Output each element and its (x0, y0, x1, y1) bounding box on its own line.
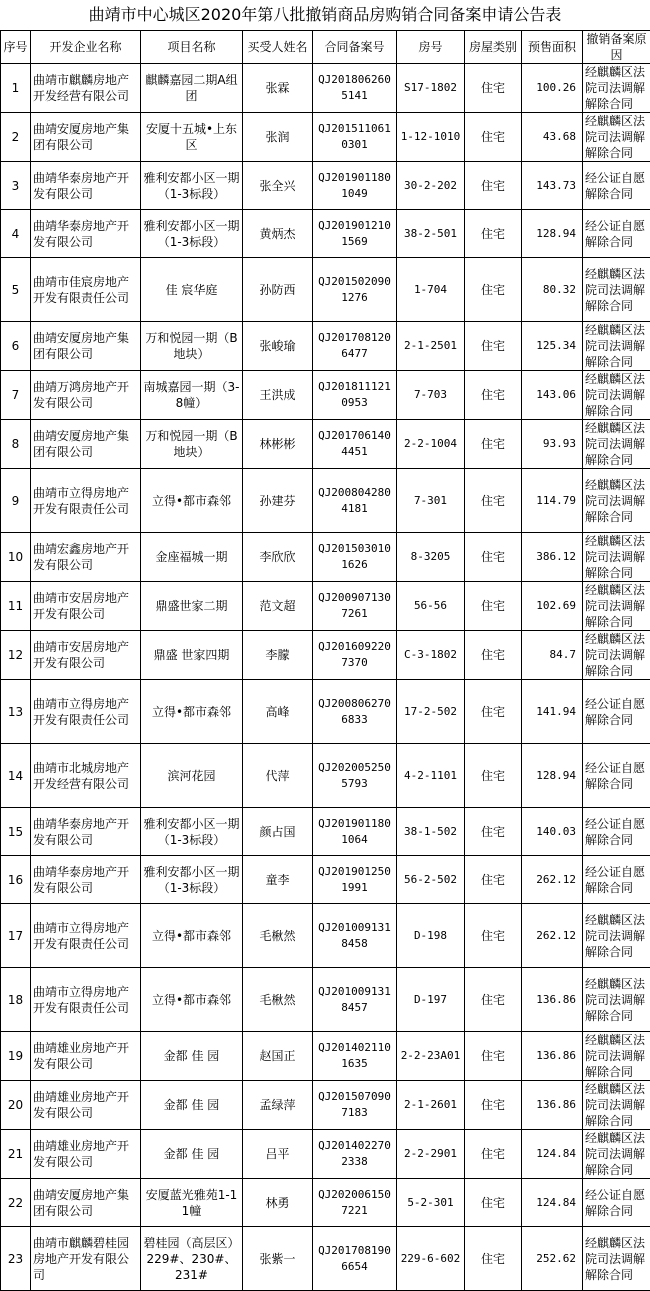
presale-area: 124.84 (522, 1179, 583, 1227)
contract-number: QJ2018111210953 (313, 371, 397, 420)
table-row (1, 322, 650, 371)
row-number: 20 (1, 1081, 31, 1130)
header-area: 预售面积 (522, 31, 583, 64)
table-row (1, 582, 650, 631)
table-header-row (1, 31, 650, 64)
row-number: 16 (1, 856, 31, 904)
buyer-name: 孙防西 (243, 258, 313, 322)
room-number: 56-2-502 (397, 856, 465, 904)
house-type: 住宅 (465, 1130, 522, 1179)
house-type: 住宅 (465, 904, 522, 968)
room-number: 1-704 (397, 258, 465, 322)
table-row (1, 469, 650, 533)
table-row (1, 680, 650, 744)
room-number: 17-2-502 (397, 680, 465, 744)
room-number: 2-2-23A01 (397, 1032, 465, 1081)
header-company: 开发企业名称 (31, 31, 141, 64)
record-table (0, 30, 650, 1291)
company-name: 曲靖市麒麟碧桂园房地产开发有限公司 (31, 1227, 141, 1291)
page-title: 曲靖市中心城区2020年第八批撤销商品房购销合同备案申请公告表 (0, 0, 650, 30)
presale-area: 84.7 (522, 631, 583, 680)
project-name: 雅利安都小区一期（1-3标段） (141, 210, 243, 258)
cancel-reason: 经麒麟区法院司法调解解除合同 (583, 322, 650, 371)
table-row (1, 744, 650, 808)
room-number: D-198 (397, 904, 465, 968)
cancel-reason: 经麒麟区法院司法调解解除合同 (583, 420, 650, 469)
company-name: 曲靖市安居房地产开发有限公司 (31, 582, 141, 631)
room-number: 38-2-501 (397, 210, 465, 258)
buyer-name: 李欣欣 (243, 533, 313, 582)
row-number: 18 (1, 968, 31, 1032)
contract-number: QJ2015070907183 (313, 1081, 397, 1130)
project-name: 碧桂园（高层区）229#、230#、231# (141, 1227, 243, 1291)
row-number: 14 (1, 744, 31, 808)
project-name: 立得•都市森邻 (141, 968, 243, 1032)
room-number: 229-6-602 (397, 1227, 465, 1291)
house-type: 住宅 (465, 533, 522, 582)
contract-number: QJ2015110610301 (313, 113, 397, 162)
table-row (1, 808, 650, 856)
room-number: 8-3205 (397, 533, 465, 582)
table-row (1, 631, 650, 680)
company-name: 曲靖雄业房地产开发有限公司 (31, 1032, 141, 1081)
contract-number: QJ2010091318457 (313, 968, 397, 1032)
project-name: 金座福城一期 (141, 533, 243, 582)
company-name: 曲靖安厦房地产集团有限公司 (31, 322, 141, 371)
company-name: 曲靖市麒麟房地产开发经营有限公司 (31, 64, 141, 113)
house-type: 住宅 (465, 1179, 522, 1227)
house-type: 住宅 (465, 968, 522, 1032)
presale-area: 136.86 (522, 1032, 583, 1081)
cancel-reason: 经公证自愿解除合同 (583, 162, 650, 210)
cancel-reason: 经麒麟区法院司法调解解除合同 (583, 1081, 650, 1130)
room-number: 5-2-301 (397, 1179, 465, 1227)
room-number: 30-2-202 (397, 162, 465, 210)
contract-number: QJ2010091318458 (313, 904, 397, 968)
table-row (1, 371, 650, 420)
row-number: 17 (1, 904, 31, 968)
company-name: 曲靖市佳宸房地产开发有限责任公司 (31, 258, 141, 322)
presale-area: 93.93 (522, 420, 583, 469)
house-type: 住宅 (465, 856, 522, 904)
contract-number: QJ2016092207370 (313, 631, 397, 680)
company-name: 曲靖雄业房地产开发有限公司 (31, 1130, 141, 1179)
presale-area: 80.32 (522, 258, 583, 322)
company-name: 曲靖安厦房地产集团有限公司 (31, 113, 141, 162)
company-name: 曲靖市安居房地产开发有限公司 (31, 631, 141, 680)
cancel-reason: 经公证自愿解除合同 (583, 744, 650, 808)
presale-area: 136.86 (522, 968, 583, 1032)
contract-number: QJ2019012101569 (313, 210, 397, 258)
room-number: 1-12-1010 (397, 113, 465, 162)
house-type: 住宅 (465, 680, 522, 744)
house-type: 住宅 (465, 469, 522, 533)
house-type: 住宅 (465, 322, 522, 371)
row-number: 8 (1, 420, 31, 469)
project-name: 万和悦园一期（B地块） (141, 322, 243, 371)
row-number: 22 (1, 1179, 31, 1227)
company-name: 曲靖雄业房地产开发有限公司 (31, 1081, 141, 1130)
buyer-name: 张全兴 (243, 162, 313, 210)
contract-number: QJ2019011801064 (313, 808, 397, 856)
presale-area: 128.94 (522, 210, 583, 258)
house-type: 住宅 (465, 808, 522, 856)
room-number: 2-1-2501 (397, 322, 465, 371)
cancel-reason: 经麒麟区法院司法调解解除合同 (583, 904, 650, 968)
presale-area: 141.94 (522, 680, 583, 744)
project-name: 鼎盛世家二期 (141, 582, 243, 631)
company-name: 曲靖市北城房地产开发经营有限公司 (31, 744, 141, 808)
presale-area: 124.84 (522, 1130, 583, 1179)
presale-area: 136.86 (522, 1081, 583, 1130)
presale-area: 102.69 (522, 582, 583, 631)
room-number: 4-2-1101 (397, 744, 465, 808)
house-type: 住宅 (465, 1032, 522, 1081)
house-type: 住宅 (465, 582, 522, 631)
project-name: 雅利安都小区一期（1-3标段） (141, 856, 243, 904)
house-type: 住宅 (465, 1081, 522, 1130)
cancel-reason: 经麒麟区法院司法调解解除合同 (583, 258, 650, 322)
table-row (1, 64, 650, 113)
buyer-name: 张紫一 (243, 1227, 313, 1291)
presale-area: 100.26 (522, 64, 583, 113)
cancel-reason: 经公证自愿解除合同 (583, 680, 650, 744)
row-number: 2 (1, 113, 31, 162)
row-number: 6 (1, 322, 31, 371)
cancel-reason: 经公证自愿解除合同 (583, 1179, 650, 1227)
project-name: 立得•都市森邻 (141, 680, 243, 744)
presale-area: 252.62 (522, 1227, 583, 1291)
room-number: 2-1-2601 (397, 1081, 465, 1130)
buyer-name: 吕平 (243, 1130, 313, 1179)
presale-area: 143.73 (522, 162, 583, 210)
company-name: 曲靖华泰房地产开发有限公司 (31, 808, 141, 856)
table-row (1, 1130, 650, 1179)
table-row (1, 113, 650, 162)
contract-number: QJ2018062605141 (313, 64, 397, 113)
table-row (1, 1081, 650, 1130)
company-name: 曲靖市立得房地产开发有限责任公司 (31, 469, 141, 533)
company-name: 曲靖市立得房地产开发有限责任公司 (31, 680, 141, 744)
contract-number: QJ2015020901276 (313, 258, 397, 322)
company-name: 曲靖市立得房地产开发有限责任公司 (31, 968, 141, 1032)
house-type: 住宅 (465, 371, 522, 420)
table-row (1, 1179, 650, 1227)
buyer-name: 高峰 (243, 680, 313, 744)
cancel-reason: 经麒麟区法院司法调解解除合同 (583, 968, 650, 1032)
cancel-reason: 经麒麟区法院司法调解解除合同 (583, 631, 650, 680)
row-number: 9 (1, 469, 31, 533)
house-type: 住宅 (465, 64, 522, 113)
buyer-name: 颜占国 (243, 808, 313, 856)
cancel-reason: 经麒麟区法院司法调解解除合同 (583, 113, 650, 162)
contract-number: QJ2014021101635 (313, 1032, 397, 1081)
row-number: 7 (1, 371, 31, 420)
house-type: 住宅 (465, 162, 522, 210)
project-name: 安厦蓝光雅苑1-11幢 (141, 1179, 243, 1227)
contract-number: QJ2019011801049 (313, 162, 397, 210)
company-name: 曲靖市立得房地产开发有限责任公司 (31, 904, 141, 968)
project-name: 麒麟嘉园二期A组团 (141, 64, 243, 113)
project-name: 金都 佳 园 (141, 1081, 243, 1130)
house-type: 住宅 (465, 420, 522, 469)
room-number: 2-2-2901 (397, 1130, 465, 1179)
room-number: 7-301 (397, 469, 465, 533)
buyer-name: 赵国正 (243, 1032, 313, 1081)
house-type: 住宅 (465, 210, 522, 258)
presale-area: 43.68 (522, 113, 583, 162)
presale-area: 386.12 (522, 533, 583, 582)
cancel-reason: 经麒麟区法院司法调解解除合同 (583, 371, 650, 420)
table-row (1, 1227, 650, 1291)
company-name: 曲靖华泰房地产开发有限公司 (31, 856, 141, 904)
buyer-name: 毛楸然 (243, 968, 313, 1032)
house-type: 住宅 (465, 258, 522, 322)
cancel-reason: 经麒麟区法院司法调解解除合同 (583, 582, 650, 631)
row-number: 19 (1, 1032, 31, 1081)
table-row (1, 420, 650, 469)
buyer-name: 范文超 (243, 582, 313, 631)
company-name: 曲靖宏鑫房地产开发有限公司 (31, 533, 141, 582)
buyer-name: 张峻瑜 (243, 322, 313, 371)
presale-area: 143.06 (522, 371, 583, 420)
header-project: 项目名称 (141, 31, 243, 64)
header-type: 房屋类别 (465, 31, 522, 64)
presale-area: 262.12 (522, 856, 583, 904)
row-number: 15 (1, 808, 31, 856)
header-contract: 合同备案号 (313, 31, 397, 64)
project-name: 立得•都市森邻 (141, 469, 243, 533)
header-no: 序号 (1, 31, 31, 64)
room-number: D-197 (397, 968, 465, 1032)
header-buyer: 买受人姓名 (243, 31, 313, 64)
cancel-reason: 经麒麟区法院司法调解解除合同 (583, 469, 650, 533)
presale-area: 262.12 (522, 904, 583, 968)
row-number: 4 (1, 210, 31, 258)
row-number: 3 (1, 162, 31, 210)
project-name: 滨河花园 (141, 744, 243, 808)
presale-area: 125.34 (522, 322, 583, 371)
room-number: 7-703 (397, 371, 465, 420)
room-number: 38-1-502 (397, 808, 465, 856)
cancel-reason: 经公证自愿解除合同 (583, 856, 650, 904)
room-number: 56-56 (397, 582, 465, 631)
cancel-reason: 经麒麟区法院司法调解解除合同 (583, 1227, 650, 1291)
contract-number: QJ2017081906654 (313, 1227, 397, 1291)
table-body (1, 64, 650, 1291)
table-row (1, 258, 650, 322)
company-name: 曲靖安厦房地产集团有限公司 (31, 1179, 141, 1227)
room-number: C-3-1802 (397, 631, 465, 680)
house-type: 住宅 (465, 744, 522, 808)
buyer-name: 林彬彬 (243, 420, 313, 469)
house-type: 住宅 (465, 113, 522, 162)
row-number: 10 (1, 533, 31, 582)
project-name: 雅利安都小区一期（1-3标段） (141, 162, 243, 210)
buyer-name: 毛楸然 (243, 904, 313, 968)
cancel-reason: 经麒麟区法院司法调解解除合同 (583, 64, 650, 113)
buyer-name: 张霖 (243, 64, 313, 113)
room-number: 2-2-1004 (397, 420, 465, 469)
cancel-reason: 经麒麟区法院司法调解解除合同 (583, 1130, 650, 1179)
house-type: 住宅 (465, 631, 522, 680)
project-name: 万和悦园一期（B地块） (141, 420, 243, 469)
buyer-name: 代萍 (243, 744, 313, 808)
header-room: 房号 (397, 31, 465, 64)
contract-number: QJ2015030101626 (313, 533, 397, 582)
contract-number: QJ2020061507221 (313, 1179, 397, 1227)
room-number: S17-1802 (397, 64, 465, 113)
row-number: 1 (1, 64, 31, 113)
company-name: 曲靖华泰房地产开发有限公司 (31, 210, 141, 258)
table-row (1, 533, 650, 582)
company-name: 曲靖万鸿房地产开发有限公司 (31, 371, 141, 420)
row-number: 13 (1, 680, 31, 744)
buyer-name: 林勇 (243, 1179, 313, 1227)
table-row (1, 210, 650, 258)
table-row (1, 1032, 650, 1081)
table-row (1, 904, 650, 968)
project-name: 金都 佳 园 (141, 1032, 243, 1081)
row-number: 21 (1, 1130, 31, 1179)
contract-number: QJ2014022702338 (313, 1130, 397, 1179)
buyer-name: 孙建芬 (243, 469, 313, 533)
contract-number: QJ2009071307261 (313, 582, 397, 631)
cancel-reason: 经麒麟区法院司法调解解除合同 (583, 533, 650, 582)
row-number: 11 (1, 582, 31, 631)
presale-area: 140.03 (522, 808, 583, 856)
house-type: 住宅 (465, 1227, 522, 1291)
contract-number: QJ2017061404451 (313, 420, 397, 469)
buyer-name: 童李 (243, 856, 313, 904)
contract-number: QJ2008042804181 (313, 469, 397, 533)
project-name: 佳 宸华庭 (141, 258, 243, 322)
buyer-name: 孟绿萍 (243, 1081, 313, 1130)
project-name: 雅利安都小区一期（1-3标段） (141, 808, 243, 856)
buyer-name: 黄炳杰 (243, 210, 313, 258)
row-number: 5 (1, 258, 31, 322)
project-name: 立得•都市森邻 (141, 904, 243, 968)
cancel-reason: 经公证自愿解除合同 (583, 808, 650, 856)
table-row (1, 856, 650, 904)
project-name: 南城嘉园一期（3-8幢） (141, 371, 243, 420)
project-name: 金都 佳 园 (141, 1130, 243, 1179)
contract-number: QJ2017081206477 (313, 322, 397, 371)
contract-number: QJ2008062706833 (313, 680, 397, 744)
contract-number: QJ2019012501991 (313, 856, 397, 904)
buyer-name: 张润 (243, 113, 313, 162)
company-name: 曲靖华泰房地产开发有限公司 (31, 162, 141, 210)
row-number: 12 (1, 631, 31, 680)
presale-area: 114.79 (522, 469, 583, 533)
buyer-name: 王洪成 (243, 371, 313, 420)
buyer-name: 李朦 (243, 631, 313, 680)
cancel-reason: 经麒麟区法院司法调解解除合同 (583, 1032, 650, 1081)
project-name: 安厦十五城•上东区 (141, 113, 243, 162)
cancel-reason: 经公证自愿解除合同 (583, 210, 650, 258)
presale-area: 128.94 (522, 744, 583, 808)
company-name: 曲靖安厦房地产集团有限公司 (31, 420, 141, 469)
project-name: 鼎盛 世家四期 (141, 631, 243, 680)
header-reason: 撤销备案原因 (583, 31, 650, 64)
contract-number: QJ2020052505793 (313, 744, 397, 808)
table-row (1, 968, 650, 1032)
table-row (1, 162, 650, 210)
row-number: 23 (1, 1227, 31, 1291)
